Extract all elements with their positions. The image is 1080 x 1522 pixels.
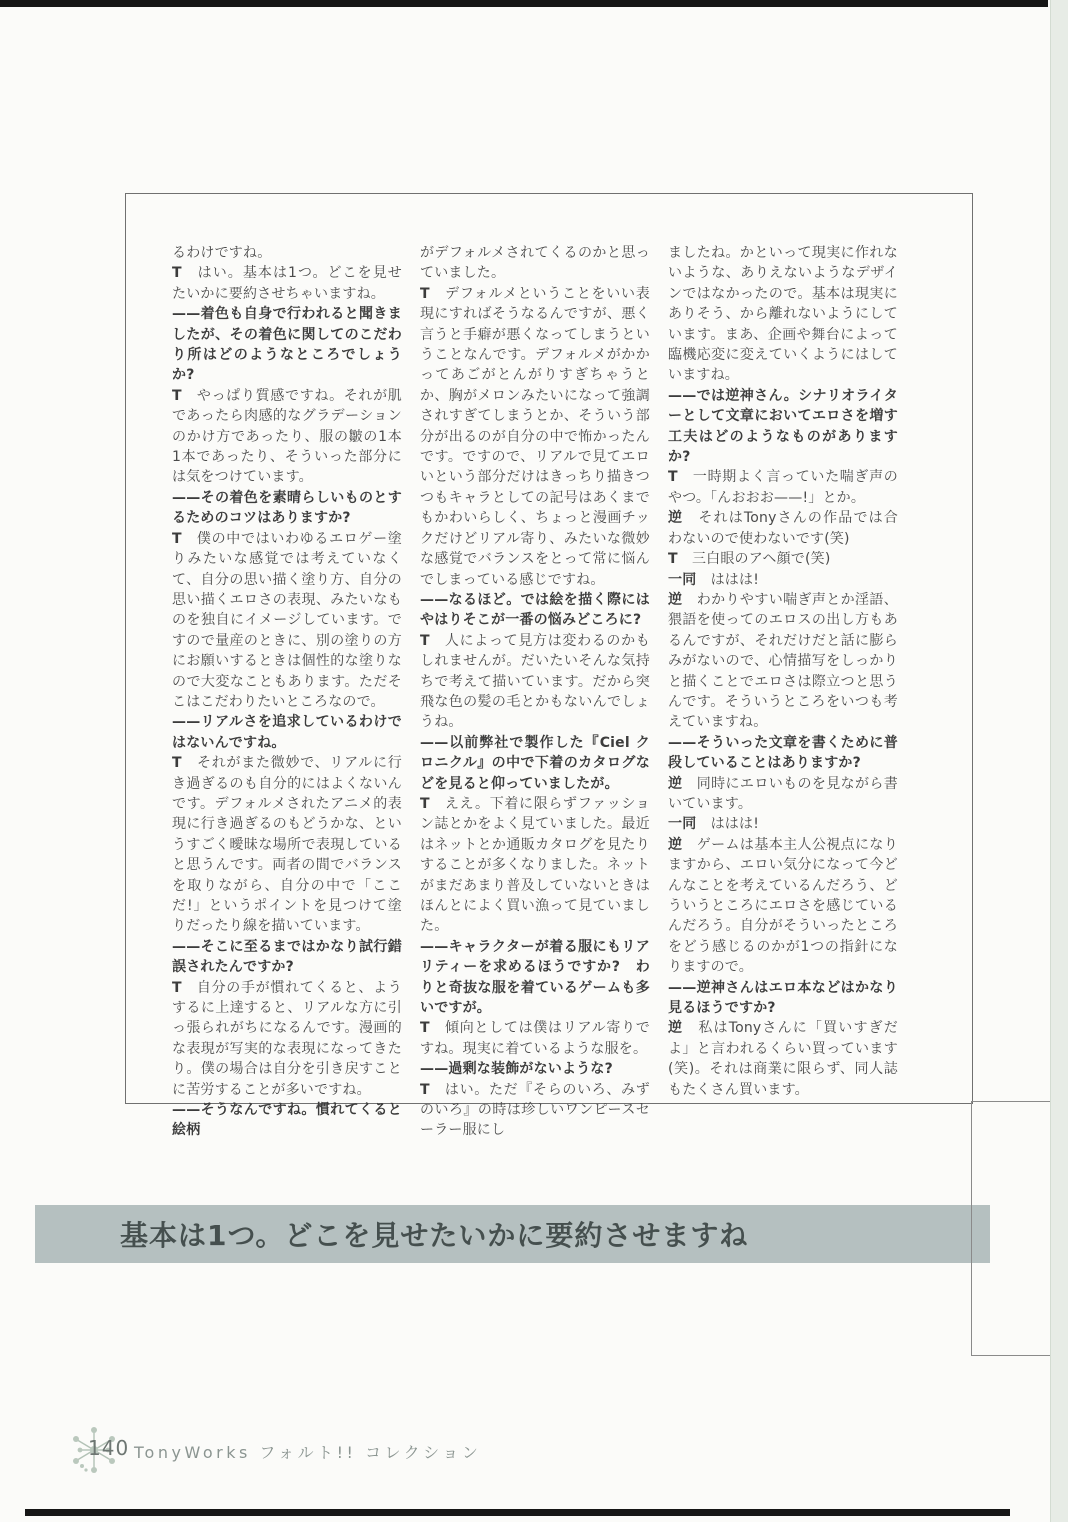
answer-paragraph: T 傾向としては僕はリアル寄りですね。現実に着ているような服を。 xyxy=(420,1020,650,1057)
answer-paragraph: 一同 ははは! xyxy=(668,816,760,833)
speaker-label: T xyxy=(420,285,430,302)
speaker-label: 逆 xyxy=(668,836,683,853)
pull-quote-text: 基本は1つ。どこを見せたいかに要約させますね xyxy=(120,1219,749,1252)
interviewer-question: ——逆神さんはエロ本などはかなり見るほうですか? xyxy=(668,979,898,1017)
answer-paragraph: T やっぱり質感ですね。それが肌であったら肉感的なグラデーションのかけ方であったり、服の皺の1本1本であったり、そういった部分には気をつけています。 xyxy=(172,387,402,486)
speaker-label: 逆 xyxy=(668,591,683,608)
speaker-label: 逆 xyxy=(668,510,684,527)
continuation-paragraph: がデフォルメされてくるのかと思っていました。 xyxy=(420,245,650,282)
speaker-label: T xyxy=(420,795,430,812)
answer-paragraph: 一同 ははは! xyxy=(668,571,760,588)
speaker-label: T xyxy=(668,551,678,568)
speaker-label: T xyxy=(420,1081,430,1098)
interviewer-question: ——そこに至るまではかなり試行錯誤されたんですか? xyxy=(172,938,402,976)
speaker-label: 一同 xyxy=(668,571,697,588)
answer-paragraph: T はい。基本は1つ。どこを見せたいかに要約させちゃいますね。 xyxy=(172,265,402,302)
speaker-label: 逆 xyxy=(668,1020,684,1037)
interview-column-2 xyxy=(420,243,650,1141)
interviewer-question: ——着色も自身で行われると聞きましたが、その着色に関してのこだわり所はどのようなところでしょうか? xyxy=(172,306,402,384)
answer-paragraph: T デフォルメということをいい表現にすればそうなるんですが、悪く言うと手癖が悪くなってしまうということなんです。デフォルメがかかってあごがとんがりすぎちゃうとか、胸がメロンみたいになって強調されすぎてしまうとか、そういう部分が出るのが自分の中で怖かったんです。ですので、リアルで見てエロいという部分だけはきっちり描きつつもキャラとしての記号はあくまでもかわいらしく、ちょっと漫画チックだけどリアル寄り、みたいな微妙な感覚でバランスをとって常に悩んでしまっている感じですね。 xyxy=(420,285,650,588)
interviewer-question: ——以前弊社で製作した『Ciel クロニクル』の中で下着のカタログなどを見ると仰っていましたが。 xyxy=(420,734,650,792)
page-footer xyxy=(0,1424,600,1484)
answer-paragraph: T 一時期よく言っていた喘ぎ声のやつ。「んおおお——!」とか。 xyxy=(668,469,898,506)
interviewer-question: ——なるほど。では絵を描く際にはやはりそこが一番の悩みどころに? xyxy=(420,591,650,629)
speaker-label: T xyxy=(420,1020,430,1037)
scan-edge-bottom xyxy=(25,1509,1010,1516)
interviewer-question: ——その着色を素晴らしいものとするためのコツはありますか? xyxy=(172,489,402,527)
scan-edge-top xyxy=(0,0,1048,7)
answer-paragraph: T 人によって見方は変わるのかもしれませんが。だいたいそんな気持ちで考えて描いています。だから突飛な色の髪の毛とかもないんでしょうね。 xyxy=(420,632,650,731)
scan-page-edge xyxy=(1050,0,1069,1522)
interview-column-3 xyxy=(668,243,898,1100)
answer-paragraph: 逆 同時にエロいものを見ながら書いています。 xyxy=(668,775,899,812)
speaker-label: T xyxy=(172,530,182,547)
answer-paragraph: T ええ。下着に限らずファッション誌とかをよく見ていました。最近はネットとか通販カタログを見たりすることが多くなりました。ネットがまだあまり普及していないときはほんとによく買い漁って見ていました。 xyxy=(420,795,650,935)
answer-paragraph: 逆 それはTonyさんの作品では合わないので使わないです(笑) xyxy=(668,510,898,547)
answer-paragraph: 逆 ゲームは基本主人公視点になりますから、エロい気分になって今どんなことを考えているんだろう、どういうところにエロさを感じているんだろう。自分がそういったところをどう感じるのかが1つの指針になりますので。 xyxy=(668,836,899,976)
interview-column-1 xyxy=(172,243,402,1141)
continuation-paragraph: るわけですね。 xyxy=(172,245,272,261)
interviewer-question: ——そうなんですね。慣れてくると絵柄 xyxy=(172,1102,402,1139)
answer-paragraph: T それがまた微妙で、リアルに行き過ぎるのも自分的にはよくないんです。デフォルメされたアニメ的表現に行き過ぎるのもどうかな、というすごく曖昧な場所で表現していると思うんです。両者の間でバランスを取りながら、自分の中で「ここだ!」というポイントを見つけて塗りだったり線を描いています。 xyxy=(172,755,402,935)
speaker-label: T xyxy=(420,632,430,649)
answer-paragraph: 逆 私はTonyさんに「買いすぎだよ」と言われるくらい買っています(笑)。それは商業に限らず、同人誌もたくさん買います。 xyxy=(668,1020,898,1098)
speaker-label: T xyxy=(668,469,678,486)
page-number: 140 xyxy=(88,1436,130,1460)
interviewer-question: ——リアルさを追求しているわけではないんですね。 xyxy=(172,714,402,751)
answer-paragraph: T はい。ただ『そらのいろ、みずのいろ』の時は珍しいワンピースセーラー服にし xyxy=(420,1081,650,1139)
answer-paragraph: T 三白眼のアヘ顔で(笑) xyxy=(668,551,831,568)
footer-book-title: TonyWorks フォルト!! コレクション xyxy=(134,1443,482,1462)
speaker-label: T xyxy=(172,265,182,282)
speaker-label: T xyxy=(172,979,182,996)
answer-paragraph: 逆 わかりやすい喘ぎ声とか淫語、猥語を使ってのエロスの出し方もあるんですが、それだけだと話に膨らみがないので、心情描写をしっかりと描くことでエロさは際立つと思うんです。そういうところをいつも考えていますね。 xyxy=(668,591,899,731)
answer-paragraph: T 自分の手が慣れてくると、ようするに上達すると、リアルな方に引っ張られがちになるんです。漫画的な表現が写実的な表現になってきたり。僕の場合は自分を引き戻すことに苦労することが多いですね。 xyxy=(172,979,402,1098)
interviewer-question: ——キャラクターが着る服にもリアリティーを求めるほうですか? わりと奇抜な服を着ているゲームも多いですが。 xyxy=(420,938,650,1017)
speaker-label: T xyxy=(172,755,182,772)
continuation-paragraph: ましたね。かといって現実に作れないような、ありえないようなデザインではなかったので。基本は現実にありそう、から離れないようにしています。まあ、企画や舞台によって臨機応変に変えていくようにはしていますね。 xyxy=(668,245,898,384)
scan-margin-right xyxy=(1068,0,1080,1522)
speaker-label: T xyxy=(172,387,182,404)
interviewer-question: ——では逆神さん。シナリオライターとして文章においてエロさを増す工夫はどのようなものがありますか? xyxy=(668,387,898,466)
interviewer-question: ——過剰な装飾がないような? xyxy=(420,1061,613,1078)
pull-quote-banner xyxy=(35,1205,990,1263)
speaker-label: 逆 xyxy=(668,775,683,792)
answer-paragraph: T 僕の中ではいわゆるエロゲー塗りみたいな感覚では考えていなくて、自分の思い描く塗り方、自分の思い描くエロさの表現、みたいなものを独自にイメージしています。ですので量産のときに、別の塗りの方にお願いするときは個性的な塗りなので大変なこともあります。ただそこはこだわりたいところなので。 xyxy=(172,530,402,710)
speaker-label: 一同 xyxy=(668,816,697,833)
interviewer-question: ——そういった文章を書くために普段していることはありますか? xyxy=(668,734,898,772)
